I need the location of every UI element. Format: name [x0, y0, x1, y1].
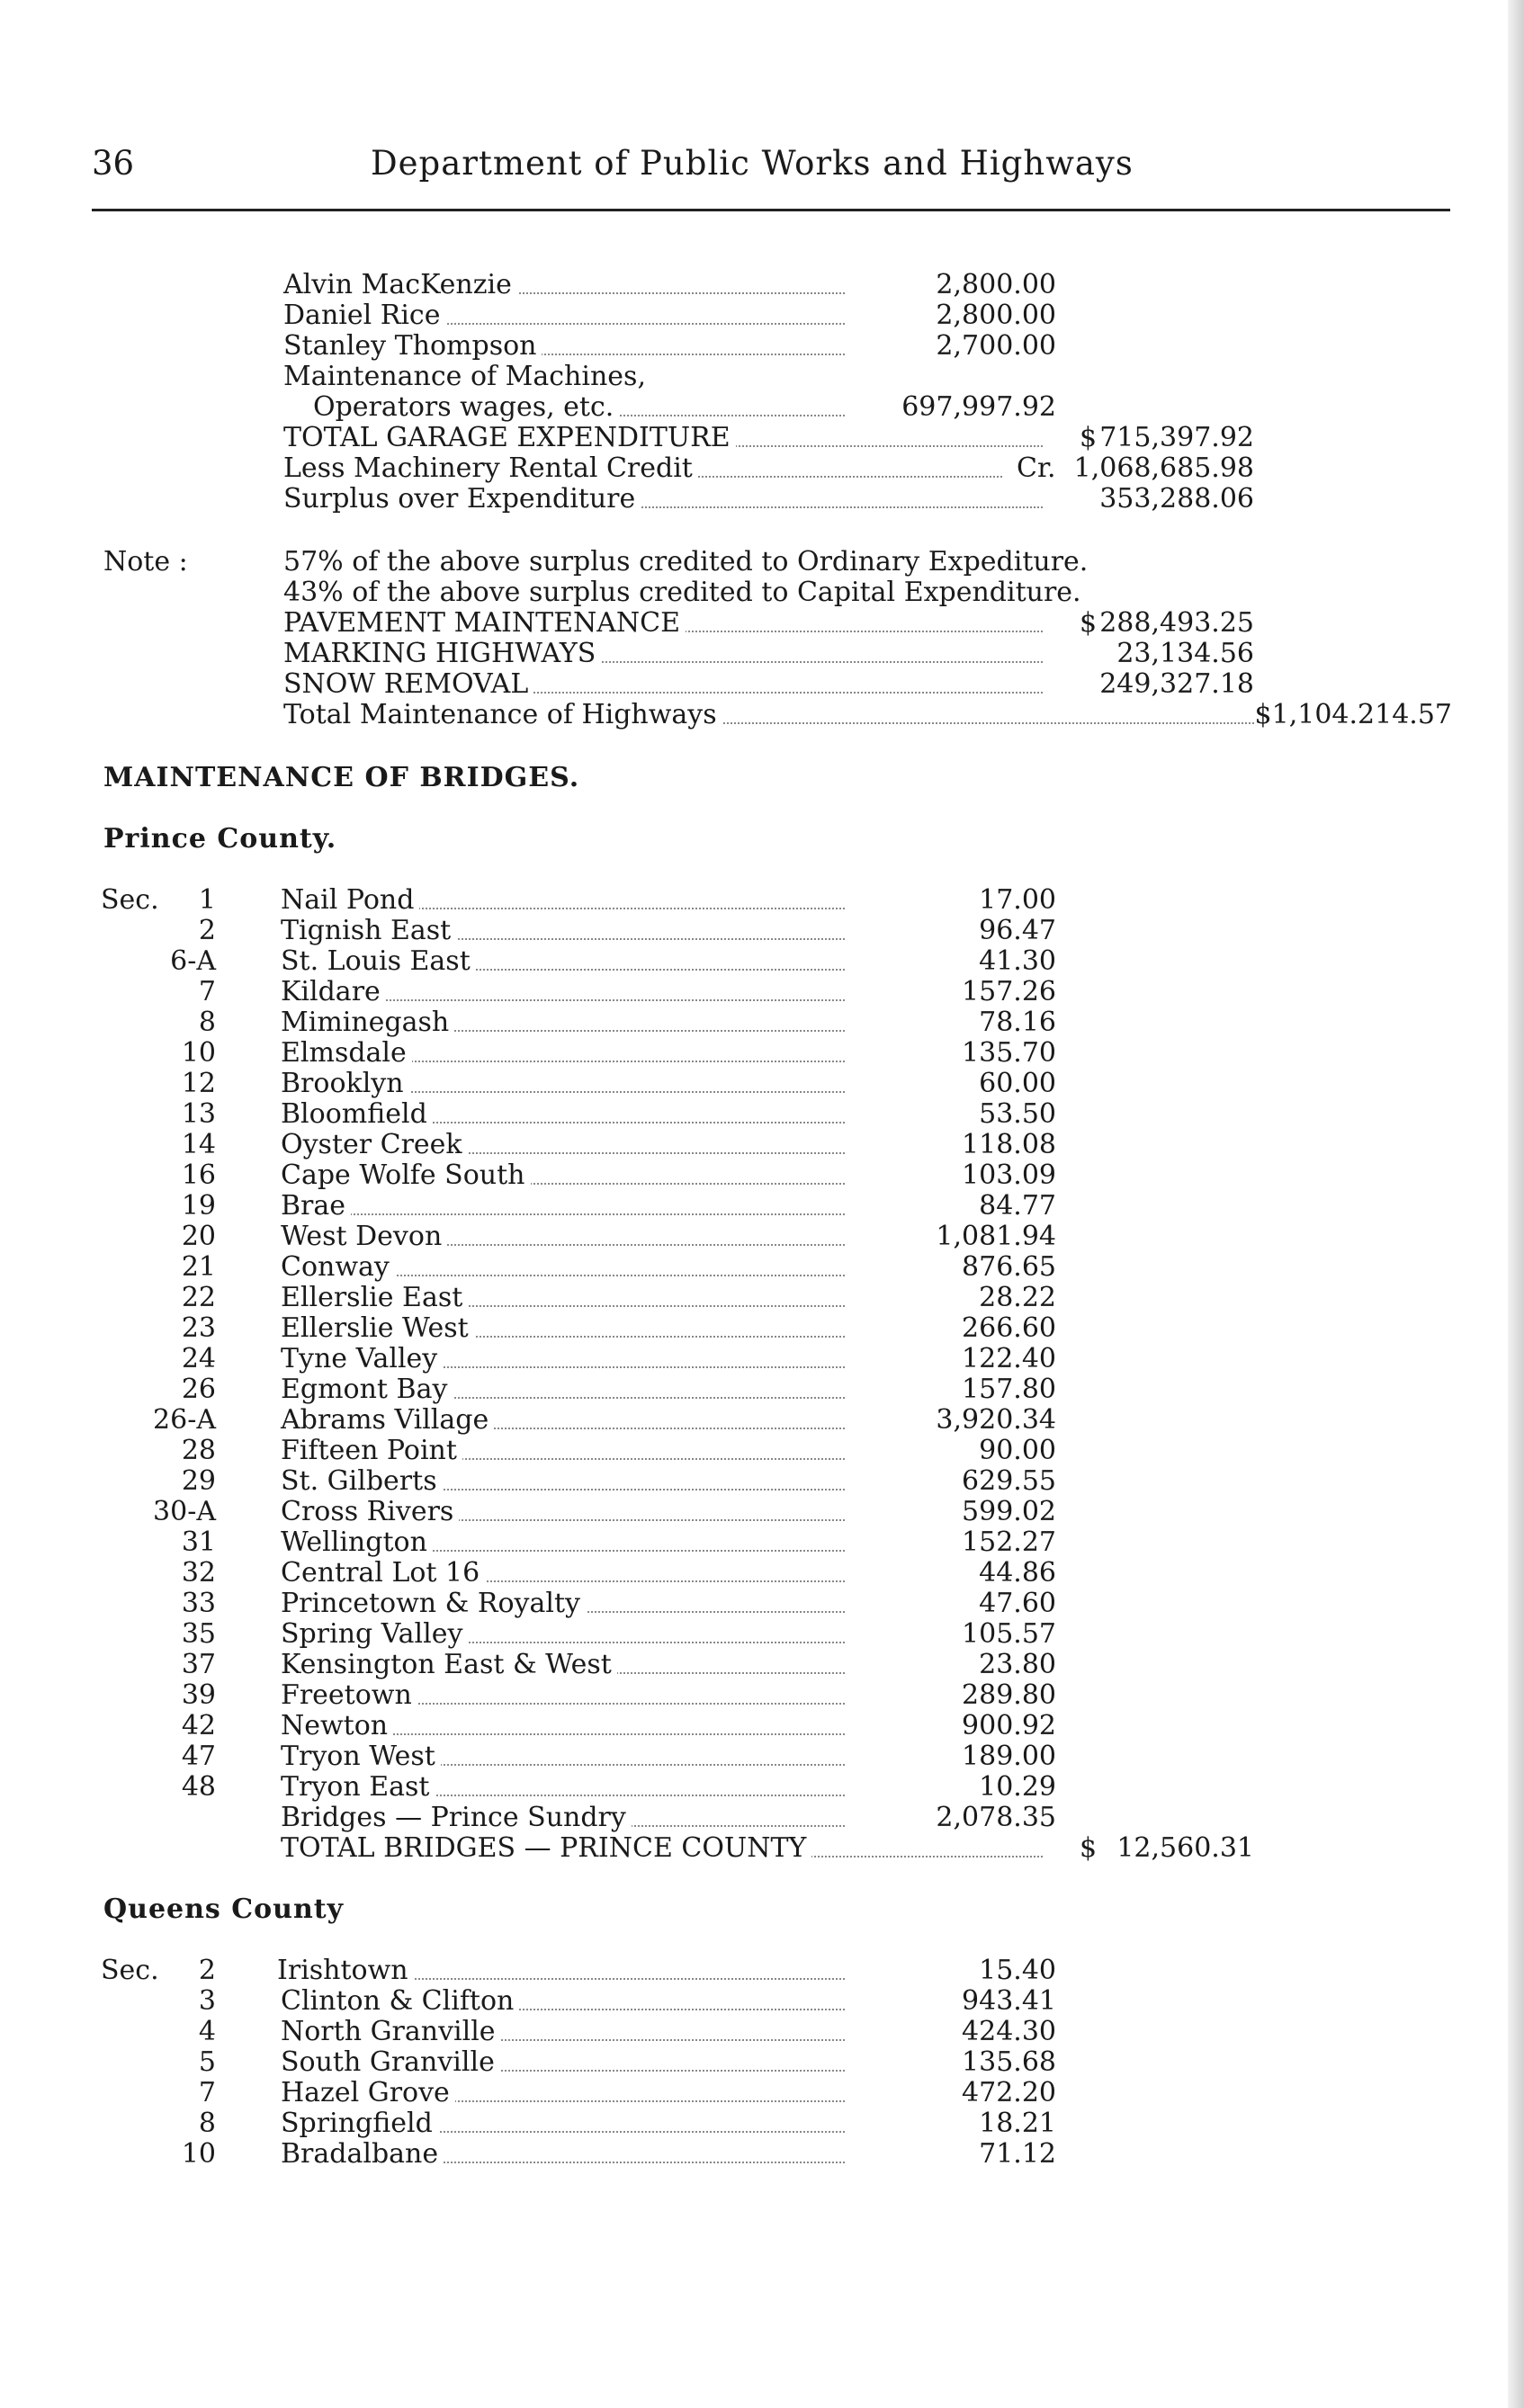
total-highways-row	[0, 700, 1524, 730]
row-amount: 23,134.56	[1116, 638, 1254, 669]
row-sec: 26-A	[153, 1404, 216, 1436]
row-amount: 2,078.35	[936, 1802, 1056, 1833]
row-amount: 105.57	[962, 1618, 1056, 1650]
page-number: 36	[92, 144, 135, 183]
table-row	[0, 2108, 1524, 2139]
garage-row	[0, 300, 1524, 331]
row-amount: 12,560.31	[1116, 1832, 1254, 1864]
table-row	[0, 1956, 1524, 1986]
row-sec: 14	[181, 1129, 216, 1160]
table-row	[0, 1436, 1524, 1466]
table-row	[0, 1497, 1524, 1527]
row-sec: 28	[181, 1435, 216, 1466]
county-heading	[0, 1894, 1524, 1925]
table-row	[0, 1069, 1524, 1099]
marking-row	[0, 639, 1524, 669]
row-amount: 353,288.06	[1099, 483, 1254, 515]
row-name: Princetown & Royalty	[281, 1589, 586, 1619]
row-name: St. Louis East	[281, 946, 476, 977]
row-sec: 47	[181, 1741, 216, 1772]
table-row	[0, 977, 1524, 1007]
row-amount: 3,920.34	[936, 1404, 1056, 1436]
row-name: Bridges — Prince Sundry	[281, 1803, 632, 1833]
row-amount: 157.26	[962, 976, 1056, 1007]
table-row	[0, 1405, 1524, 1436]
row-amount: 2,800.00	[936, 300, 1056, 331]
row-sec: 26	[181, 1374, 216, 1405]
table-row	[0, 1038, 1524, 1069]
row-sec: 24	[181, 1343, 216, 1374]
row-amount: 697,997.92	[901, 391, 1056, 423]
row-sec: 21	[181, 1251, 216, 1283]
row-name: Spring Valley	[281, 1619, 468, 1650]
table-row	[0, 1986, 1524, 2017]
row-label: TOTAL BRIDGES — PRINCE COUNTY	[281, 1833, 811, 1864]
row-name: Egmont Bay	[281, 1374, 453, 1405]
note-line	[0, 577, 1524, 608]
row-sec: 30-A	[153, 1496, 216, 1527]
row-name: Oyster Creek	[281, 1130, 468, 1160]
row-name: Fifteen Point	[281, 1436, 462, 1466]
table-row	[0, 1803, 1524, 1833]
pavement-row	[0, 608, 1524, 639]
dollar-sign: $	[1080, 1832, 1098, 1864]
table-row	[0, 2017, 1524, 2047]
row-amount: 18.21	[979, 2108, 1056, 2139]
county-heading	[0, 824, 1524, 855]
row-amount: 17.00	[979, 884, 1056, 916]
row-amount: $1,104.214.57	[1254, 699, 1452, 730]
table-row	[0, 946, 1524, 977]
row-sec: 20	[181, 1221, 216, 1252]
row-name: Irishtown	[277, 1956, 414, 1986]
row-name: Tryon West	[281, 1741, 441, 1772]
total-garage-row	[0, 423, 1524, 453]
row-label: Less Machinery Rental Credit	[283, 453, 698, 484]
table-row	[0, 1680, 1524, 1711]
table-row	[0, 1619, 1524, 1650]
row-sec: 8	[198, 1007, 216, 1038]
row-name: Tryon East	[281, 1772, 435, 1803]
row-name: Springfield	[281, 2108, 438, 2139]
row-amount: 2,700.00	[936, 330, 1056, 362]
row-name: Hazel Grove	[281, 2078, 455, 2108]
row-label: MARKING HIGHWAYS	[283, 639, 601, 669]
row-amount: 157.80	[962, 1374, 1056, 1405]
row-name: South Granville	[281, 2047, 500, 2078]
table-row	[0, 1344, 1524, 1374]
dollar-sign: $	[1080, 422, 1098, 453]
row-amount: 118.08	[962, 1129, 1056, 1160]
row-name: Conway	[281, 1252, 395, 1283]
table-row	[0, 1191, 1524, 1222]
row-sec: 35	[181, 1618, 216, 1650]
note-line	[0, 547, 1524, 577]
row-amount: 876.65	[962, 1251, 1056, 1283]
table-row	[0, 1283, 1524, 1313]
row-amount: 424.30	[962, 2016, 1056, 2047]
row-amount: 152.27	[962, 1526, 1056, 1558]
row-sec: 6-A	[170, 945, 216, 977]
table-row	[0, 1558, 1524, 1589]
row-name: Tignish East	[281, 916, 456, 946]
row-sec: 22	[181, 1282, 216, 1313]
row-name: Ellerslie West	[281, 1313, 474, 1344]
row-sec: 5	[198, 2046, 216, 2078]
header-rule	[92, 209, 1450, 211]
row-name: Kildare	[281, 977, 386, 1007]
section-heading	[0, 763, 1524, 793]
table-row	[0, 885, 1524, 916]
row-amount: 96.47	[979, 915, 1056, 946]
row-name: St. Gilberts	[281, 1466, 443, 1497]
row-amount: 900.92	[962, 1710, 1056, 1741]
table-row	[0, 1160, 1524, 1191]
row-name: Freetown	[281, 1680, 417, 1711]
row-sec: 33	[181, 1588, 216, 1619]
row-sec: 2	[198, 1955, 216, 1986]
row-amount: 47.60	[979, 1588, 1056, 1619]
row-sec: 2	[198, 915, 216, 946]
row-name: Ellerslie East	[281, 1283, 468, 1313]
row-amount: 71.12	[979, 2138, 1056, 2170]
row-amount: 60.00	[979, 1068, 1056, 1099]
row-amount: 10.29	[979, 1771, 1056, 1803]
table-row	[0, 2047, 1524, 2078]
queens-heading: Queens County	[103, 1893, 345, 1925]
row-amount: 2,800.00	[936, 269, 1056, 300]
table-row	[0, 2078, 1524, 2108]
table-row	[0, 916, 1524, 946]
row-amount: 1,068,685.98	[1073, 452, 1254, 484]
row-label: Total Maintenance of Highways	[283, 700, 722, 730]
row-amount: 84.77	[979, 1190, 1056, 1222]
table-row	[0, 1711, 1524, 1741]
row-sec: 3	[198, 1985, 216, 2017]
row-sec: 37	[181, 1649, 216, 1680]
row-sec: 13	[181, 1098, 216, 1130]
row-sec: 8	[198, 2108, 216, 2139]
row-name: West Devon	[281, 1222, 447, 1252]
row-name: Elmsdale	[281, 1038, 412, 1069]
row-sec: 42	[181, 1710, 216, 1741]
prince-heading: Prince County.	[103, 823, 337, 855]
credit-prefix: Cr.	[1017, 452, 1056, 484]
garage-row	[0, 362, 1524, 392]
row-sec: 1	[198, 884, 216, 916]
row-amount: 53.50	[979, 1098, 1056, 1130]
row-amount: 78.16	[979, 1007, 1056, 1038]
row-amount: 266.60	[962, 1312, 1056, 1344]
row-sec: 23	[181, 1312, 216, 1344]
snow-row	[0, 669, 1524, 700]
table-row	[0, 1130, 1524, 1160]
table-row	[0, 1589, 1524, 1619]
page-title: Department of Public Works and Highways	[371, 144, 1134, 183]
note-label: Note :	[103, 546, 188, 577]
page-header	[92, 144, 1450, 198]
row-amount: 629.55	[962, 1465, 1056, 1497]
row-sec: 7	[198, 2077, 216, 2108]
row-label: TOTAL GARAGE EXPENDITURE	[283, 423, 736, 453]
row-name: Cape Wolfe South	[281, 1160, 531, 1191]
row-name: North Granville	[281, 2017, 501, 2047]
row-sec: 12	[181, 1068, 216, 1099]
row-name: Abrams Village	[281, 1405, 494, 1436]
row-amount: 122.40	[962, 1343, 1056, 1374]
table-row	[0, 1099, 1524, 1130]
row-amount: 135.70	[962, 1037, 1056, 1069]
row-name: Central Lot 16	[281, 1558, 485, 1589]
row-amount: 599.02	[962, 1496, 1056, 1527]
row-sec: 10	[181, 2138, 216, 2170]
note-text: 43% of the above surplus credited to Capital Expenditure.	[283, 577, 1081, 608]
row-label: Maintenance of Machines,	[283, 362, 651, 392]
row-amount: 289.80	[962, 1679, 1056, 1711]
dollar-sign: $	[1080, 607, 1098, 639]
row-amount: 249,327.18	[1099, 668, 1254, 700]
row-amount: 15.40	[979, 1955, 1056, 1986]
garage-row	[0, 392, 1524, 423]
row-name: Nail Pond	[281, 885, 419, 916]
row-label: Operators wages, etc.	[313, 392, 619, 423]
row-amount: 44.86	[979, 1557, 1056, 1589]
row-sec: 19	[181, 1190, 216, 1222]
row-name: Brooklyn	[281, 1069, 409, 1099]
row-label: Daniel Rice	[283, 300, 445, 331]
row-amount: 135.68	[962, 2046, 1056, 2078]
row-amount: 472.20	[962, 2077, 1056, 2108]
row-amount: 189.00	[962, 1741, 1056, 1772]
row-amount: 288,493.25	[1099, 607, 1254, 639]
table-row	[0, 1466, 1524, 1497]
row-sec: 4	[198, 2016, 216, 2047]
table-row	[0, 1527, 1524, 1558]
sec-label: Sec.	[101, 884, 159, 916]
row-sec: 7	[198, 976, 216, 1007]
row-label: Alvin MacKenzie	[283, 270, 517, 300]
row-name: Wellington	[281, 1527, 433, 1558]
row-label: PAVEMENT MAINTENANCE	[283, 608, 686, 639]
table-row	[0, 1741, 1524, 1772]
table-row	[0, 1772, 1524, 1803]
row-name: Bloomfield	[281, 1099, 433, 1130]
table-row	[0, 1222, 1524, 1252]
row-amount: 103.09	[962, 1159, 1056, 1191]
table-row	[0, 2139, 1524, 2170]
row-sec: 29	[181, 1465, 216, 1497]
table-row	[0, 1007, 1524, 1038]
row-amount: 41.30	[979, 945, 1056, 977]
garage-row	[0, 270, 1524, 300]
credit-row	[0, 453, 1524, 484]
garage-row	[0, 331, 1524, 362]
table-row	[0, 1313, 1524, 1344]
row-amount: 23.80	[979, 1649, 1056, 1680]
row-amount: 943.41	[962, 1985, 1056, 2017]
row-amount: 90.00	[979, 1435, 1056, 1466]
row-name: Cross Rivers	[281, 1497, 459, 1527]
table-row	[0, 1374, 1524, 1405]
table-row	[0, 1252, 1524, 1283]
row-name: Clinton & Clifton	[281, 1986, 519, 2017]
row-name: Kensington East & West	[281, 1650, 617, 1680]
row-label: Surplus over Expenditure	[283, 484, 641, 515]
row-sec: 10	[181, 1037, 216, 1069]
row-sec: 48	[181, 1771, 216, 1803]
row-amount: 28.22	[979, 1282, 1056, 1313]
row-label: Stanley Thompson	[283, 331, 542, 362]
sec-label: Sec.	[101, 1955, 159, 1986]
row-sec: 31	[181, 1526, 216, 1558]
row-label: SNOW REMOVAL	[283, 669, 533, 700]
row-name: Brae	[281, 1191, 351, 1222]
row-amount: 1,081.94	[936, 1221, 1056, 1252]
row-sec: 16	[181, 1159, 216, 1191]
row-name: Tyne Valley	[281, 1344, 443, 1374]
row-sec: 32	[181, 1557, 216, 1589]
row-name: Bradalbane	[281, 2139, 444, 2170]
surplus-row	[0, 484, 1524, 515]
row-amount: 715,397.92	[1099, 422, 1254, 453]
bridges-heading: MAINTENANCE OF BRIDGES.	[103, 762, 580, 793]
row-name: Newton	[281, 1711, 393, 1741]
row-name: Miminegash	[281, 1007, 454, 1038]
note-text: 57% of the above surplus credited to Ordinary Expediture.	[283, 546, 1089, 577]
row-sec: 39	[181, 1679, 216, 1711]
prince-total-row	[0, 1833, 1524, 1864]
table-row	[0, 1650, 1524, 1680]
